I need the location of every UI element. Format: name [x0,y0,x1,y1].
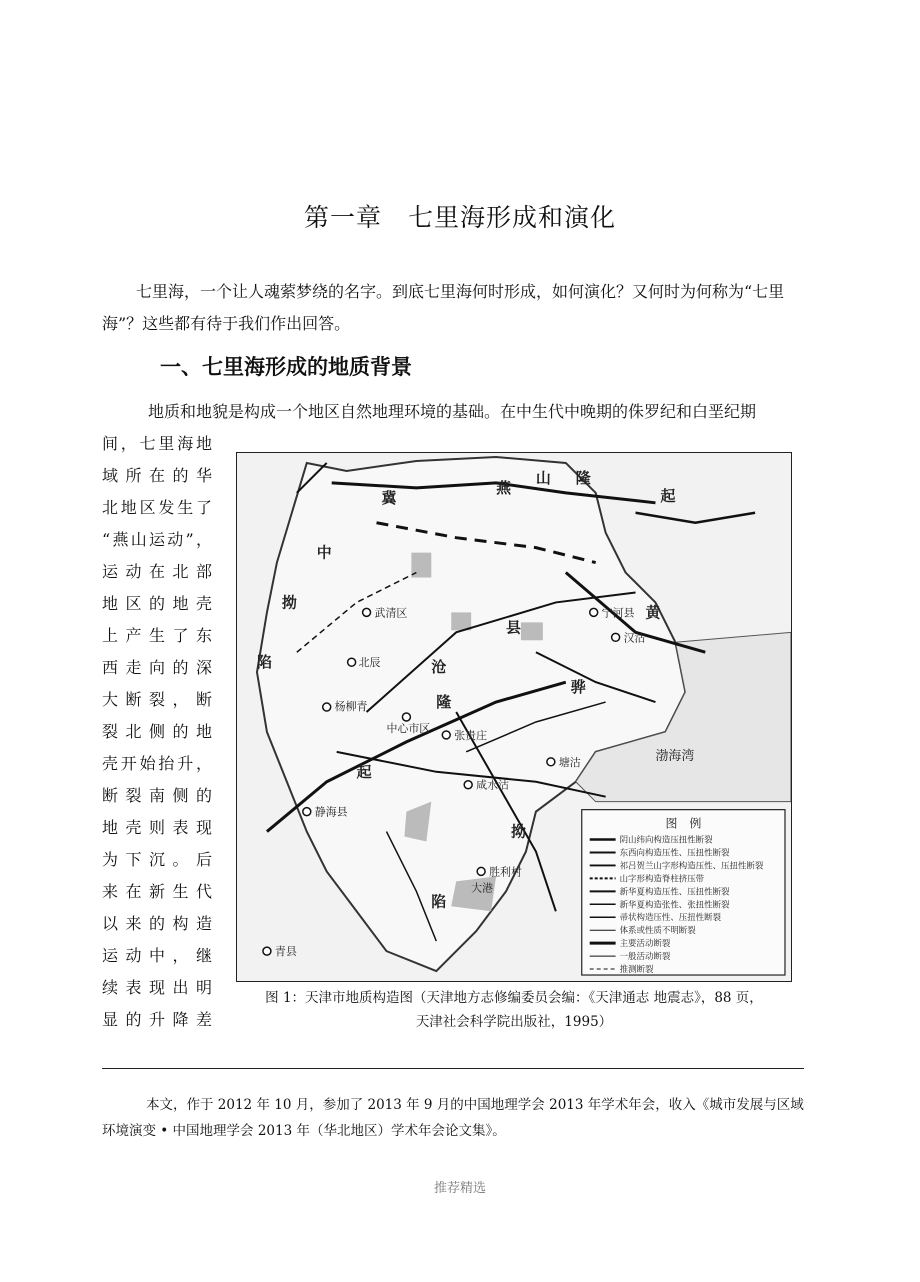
label-huanghua-c: 拗 [511,822,526,841]
legend-item: 祁吕贺兰山字形构造压性、压扭性断裂 [619,860,764,871]
column-line: 大断裂，断 [102,690,212,709]
section-paragraph-first-line: 地质和地貌是构成一个地区自然地理环境的基础。在中生代中晚期的侏罗纪和白垩纪期 [148,402,757,421]
label-jinghai: 静海县 [314,805,348,819]
legend-item: 东西向构造压性、压扭性断裂 [619,847,730,858]
legend-item: 一般活动断裂 [619,951,671,962]
column-line: 上产生了东 [102,626,212,645]
column-line: 运动中，继 [102,946,212,965]
column-line: 间，七里海地 [102,434,212,453]
label-xianshuigu: 咸水沽 [476,778,509,792]
legend-item: 阴山纬向构造压扭性断裂 [619,834,713,845]
label-bohai-bay: 渤海湾 [655,748,695,764]
label-cangxian-b: 县 [506,618,521,637]
caption-line-2: 天津社会科学院出版社，1995） [415,1014,613,1030]
label-dagang: 大港 [471,881,494,895]
label-yanshan-e: 起 [660,486,676,505]
label-yangliuqing: 杨柳青 [334,700,368,714]
column-line: 北地区发生了 [102,498,212,517]
legend-item: 推测断裂 [619,964,654,975]
column-line: 来在新生代 [102,882,212,901]
legend-item: 体系或性质不明断裂 [619,925,696,936]
legend-item: 帚状构造压性、压扭性断裂 [619,912,722,923]
column-line: 地壳则表现 [102,818,212,837]
column-line: 裂北侧的地 [102,722,212,741]
label-cangxian-d: 起 [356,762,372,781]
column-line: 地区的地壳 [102,594,212,613]
column-line: 运动在北部 [102,562,212,581]
legend-title: 图 例 [665,816,702,831]
label-wuqing: 武清区 [374,606,408,620]
column-line: 显的升降差 [102,1010,212,1029]
label-cangxian-c: 隆 [436,693,452,712]
legend-item: 新华夏构造压性、压扭性断裂 [619,886,730,897]
figure-caption [236,986,792,1034]
label-yanshan-a: 冀 [381,488,397,507]
map-legend [582,810,785,975]
label-hangu: 汉沽 [623,631,646,645]
label-zhangguizhuang: 张贵庄 [454,728,488,742]
label-huanghua-d: 陷 [431,892,447,911]
chapter-title: 第一章 七里海形成和演化 [303,203,616,232]
column-line: 为下沉。后 [102,850,212,869]
label-tanggu: 塘沽 [558,755,581,769]
legend-item: 山字形构造脊柱挤压带 [619,873,705,884]
intro-paragraph: 七里海，一个让人魂萦梦绕的名字。到底七里海何时形成，如何演化？又何时为何称为“七里海”？这些都有待于我们作出回答。 [102,282,785,333]
label-center: 中心市区 [386,721,431,735]
column-line: 西走向的深 [102,658,212,677]
legend-item: 新华夏构造张性、张扭性断裂 [619,899,730,910]
column-line: 域所在的华 [102,466,212,485]
column-line: 壳开始抬升， [102,754,212,773]
label-jizhong-b: 中 [316,543,332,562]
label-shengli: 胜利村 [489,865,522,879]
legend-item: 主要活动断裂 [619,938,671,949]
geologic-structure-map [236,452,792,982]
footnote-divider [102,1068,804,1069]
label-cangxian-a: 沧 [431,658,447,677]
footnote: 本文，作于 2012 年 10 月，参加了 2013 年 9 月的中国地理学会 2013 年学术年会，收入《城市发展与区域环境演变 • 中国地理学会 2013 年（华北地区）学术年会论文集》。 [102,1097,804,1139]
section-heading: 一、七里海形成的地质背景 [160,355,412,379]
section-paragraph-column [102,428,212,1036]
column-line: “燕山运动”， [102,530,212,549]
label-qingxian: 青县 [274,945,297,959]
label-yanshan-b: 燕 [496,478,512,497]
column-line: 续表现出明 [102,978,212,997]
label-ninghe: 宁河县 [601,606,635,620]
label-jizhong-d: 陷 [256,653,272,672]
label-jizhong-c: 拗 [281,593,297,612]
label-huanghua-a: 黄 [645,603,661,622]
column-line: 断裂南侧的 [102,786,212,805]
page-footer: 推荐精选 [433,1181,486,1196]
column-line: 以来的构造 [102,914,212,933]
label-yanshan-c: 山 [535,468,551,487]
label-beichen: 北辰 [358,656,381,670]
label-huanghua-b: 骅 [570,678,586,697]
caption-line-1: 图 1：天津市地质构造图（天津地方志修编委员会编：《天津通志 地震志》，88 页， [265,990,763,1006]
label-yanshan-d: 隆 [575,468,591,487]
